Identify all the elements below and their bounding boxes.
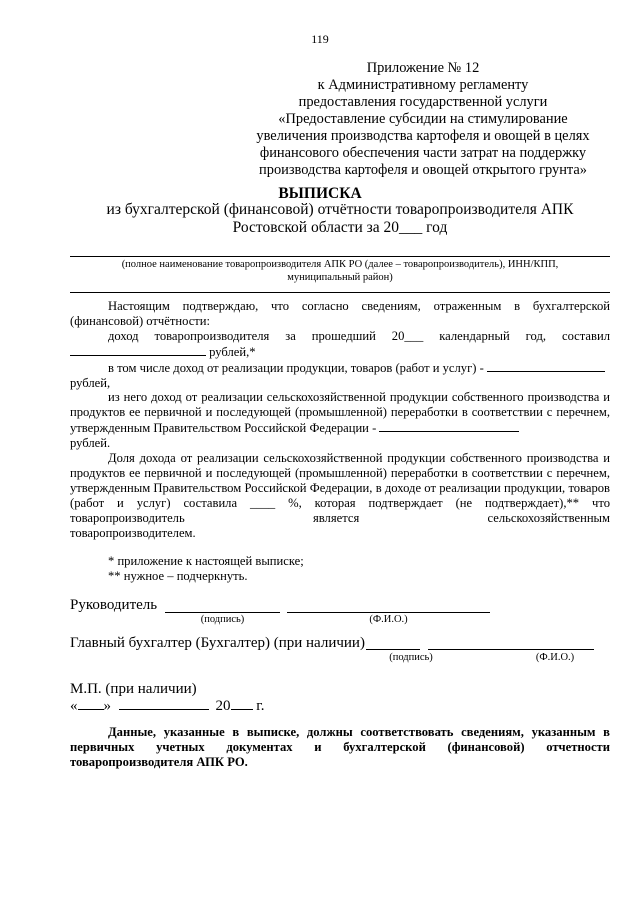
bold-notice: Данные, указанные в выписке, должны соответствовать сведениям, указанным в первичных учетных документах и бухгалтерской (финансовой) отчетности товаропроизводителя АПК РО. bbox=[70, 725, 610, 769]
paragraph-intro-cont: (финансовой) отчётности: bbox=[70, 313, 211, 328]
chief-signature-row bbox=[70, 635, 365, 652]
date-close-quote: » bbox=[103, 698, 111, 714]
document-subtitle bbox=[70, 201, 610, 237]
head-name-line bbox=[287, 612, 490, 613]
paragraph-agri-cont: рублей. bbox=[70, 436, 111, 451]
chief-label: Главный бухгалтер (Бухгалтер) (при наличии) bbox=[70, 635, 365, 651]
head-signature-row bbox=[70, 597, 157, 614]
name-caption: (Ф.И.О.) bbox=[369, 614, 408, 625]
stamp-label: М.П. (при наличии) bbox=[70, 681, 197, 697]
income-blank bbox=[70, 344, 206, 356]
appendix-line: предоставления государственной услуги bbox=[298, 94, 548, 110]
date-open-quote: « bbox=[70, 698, 78, 714]
appendix-line: увеличения производства картофеля и овощей в целях bbox=[256, 128, 590, 144]
paragraph-share-cont: товаропроизводителем. bbox=[70, 525, 196, 540]
paragraph-sales bbox=[70, 360, 610, 376]
income-suffix: рублей,* bbox=[206, 344, 256, 359]
appendix-line: к Административному регламенту bbox=[317, 77, 529, 93]
appendix-line: Приложение № 12 bbox=[366, 60, 480, 76]
chief-signature-line bbox=[366, 649, 420, 650]
year-blank bbox=[231, 697, 253, 710]
subtitle-line: Ростовской области за 20___ год bbox=[232, 219, 448, 236]
caption-line: (полное наименование товаропроизводителя АПК РО (далее – товаропроизводитель), ИНН/КПП, bbox=[121, 259, 559, 270]
head-signature-line bbox=[165, 612, 280, 613]
footnotes bbox=[108, 554, 588, 584]
date-suffix: г. bbox=[252, 698, 265, 714]
agri-text: из него доход от реализации сельскохозяйственной продукции собственного производства и продуктов ее первичной и последующей (промышленной) переработки в соответствии с перечнем, утвержденным Правительством Российской Федерации - bbox=[70, 390, 610, 436]
paragraph-income: доход товаропроизводителя за прошедший 20___ календарный год, составил bbox=[108, 328, 610, 343]
paragraph-agri bbox=[70, 390, 610, 436]
chief-name-line bbox=[428, 649, 594, 650]
signature-caption: (подпись) bbox=[389, 652, 433, 663]
document-title: ВЫПИСКА bbox=[278, 185, 362, 202]
name-field-line bbox=[70, 256, 610, 257]
appendix-header bbox=[228, 60, 618, 179]
caption-line: муниципальный район) bbox=[287, 272, 393, 283]
sales-blank bbox=[487, 360, 605, 372]
name-field-caption bbox=[70, 258, 610, 284]
date-row bbox=[70, 697, 264, 715]
paragraph-intro: Настоящим подтверждаю, что согласно сведениям, отраженным в бухгалтерской bbox=[108, 299, 610, 313]
paragraph-share: Доля дохода от реализации сельскохозяйственной продукции собственного производства и продуктов ее первичной и последующей (промышленной) переработки в соответствии с перечнем, утвержденным Правительством Российской Федерации, в доходе от реализации продукции, товаров (работ и услуг) составила ____ %, которая подтверждает (не подтверждает),** что товаропроизводитель является сельскохозяйственным bbox=[70, 451, 610, 525]
head-label: Руководитель bbox=[70, 597, 158, 613]
footnote: * приложение к настоящей выписке; bbox=[108, 554, 304, 568]
page-number: 119 bbox=[311, 32, 329, 46]
name-caption: (Ф.И.О.) bbox=[535, 652, 575, 663]
appendix-line: «Предоставление субсидии на стимулирование bbox=[278, 111, 568, 127]
divider-line bbox=[70, 292, 610, 293]
appendix-line: финансового обеспечения части затрат на поддержку bbox=[259, 145, 587, 161]
appendix-line: производства картофеля и овощей открытого грунта» bbox=[259, 162, 587, 178]
footnote: ** нужное – подчеркнуть. bbox=[108, 569, 248, 583]
agri-blank bbox=[379, 420, 519, 432]
date-year: 20 bbox=[215, 698, 231, 714]
month-blank bbox=[119, 697, 209, 710]
statement-body bbox=[70, 299, 610, 541]
paragraph-sales-cont: рублей, bbox=[70, 375, 111, 390]
sales-text: в том числе доход от реализации продукции, товаров (работ и услуг) - bbox=[108, 360, 487, 375]
paragraph-income-cont bbox=[70, 344, 610, 360]
signature-caption: (подпись) bbox=[200, 614, 245, 625]
subtitle-line: из бухгалтерской (финансовой) отчётности товаропроизводителя АПК bbox=[106, 201, 574, 218]
day-blank bbox=[78, 697, 104, 710]
